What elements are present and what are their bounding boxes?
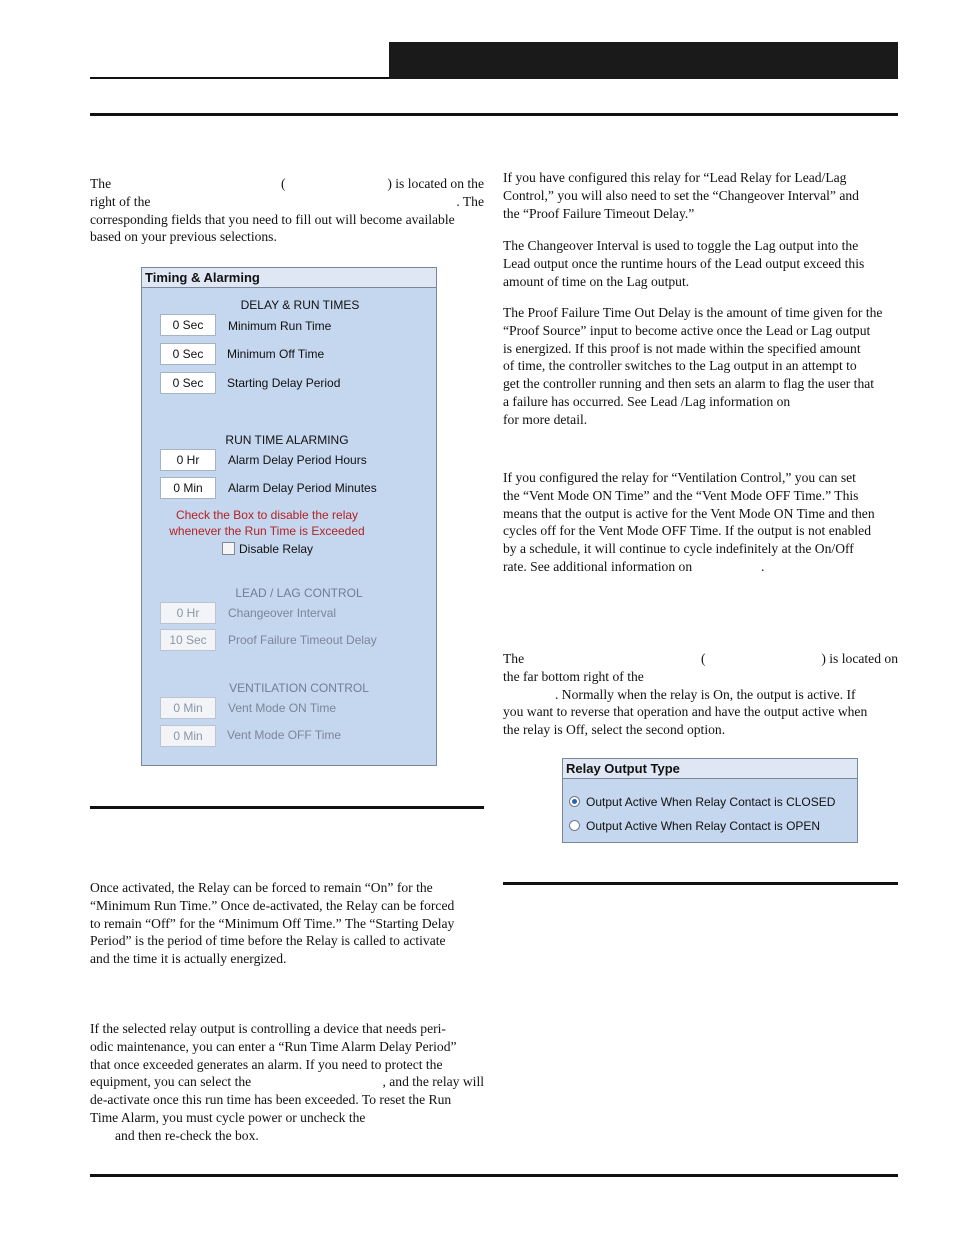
lead-lag-paragraph: If you have configured this relay for “Lead Relay for Lead/Lag Control,” you will also need to set the “Changeover Interval” and the “Proof Failure Timeout Delay.” xyxy=(503,170,859,221)
disable-relay-checkbox[interactable] xyxy=(222,542,235,555)
disable-relay-warning: Check the Box to disable the relay whenever the Run Time is Exceeded xyxy=(169,508,365,538)
timing-alarming-panel xyxy=(141,267,437,766)
alarm-delay-minutes-input[interactable]: 0 Min xyxy=(160,477,216,499)
relay-output-type-panel xyxy=(562,758,858,843)
delay-run-times-heading: DELAY & RUN TIMES xyxy=(240,298,360,312)
right-section-rule xyxy=(503,882,898,885)
footer-rule xyxy=(90,1174,898,1177)
header-bar xyxy=(389,42,898,79)
relay-output-paragraph: The ( ) is located on the far bottom right of the . Normally when the relay is On, the output is active. If you want to reverse that operation and have the output active when the relay is Off, select the second option. xyxy=(503,651,898,738)
delay-paragraph: Once activated, the Relay can be forced to remain “On” for the “Minimum Run Time.” Once de-activated, the Relay can be forced to remain “Off” for the “Minimum Off Time.” The “Starting Delay Period” is the period of time before the Relay is called to activate and the time it is actually energized. xyxy=(90,880,455,967)
ventilation-paragraph: If you configured the relay for “Ventilation Control,” you can set the “Vent Mode ON Time” and the “Vent Mode OFF Time.” This means that the output is active for the Vent Mode ON Time and then cycles off for the Vent Mode OFF Time. If the output is not enabled by a schedule, it will continue to cycle indefinitely at the On/Off rate. See additional information on . xyxy=(503,470,875,574)
left-section-rule xyxy=(90,806,484,809)
starting-delay-input[interactable]: 0 Sec xyxy=(160,372,216,394)
output-closed-label: Output Active When Relay Contact is CLOSED xyxy=(586,795,836,809)
lead-lag-control-heading: LEAD / LAG CONTROL xyxy=(235,586,363,600)
alarm-delay-minutes-label: Alarm Delay Period Minutes xyxy=(228,481,377,495)
vent-mode-off-input[interactable]: 0 Min xyxy=(160,725,216,747)
changeover-interval-input[interactable]: 0 Hr xyxy=(160,602,216,624)
ventilation-control-heading: VENTILATION CONTROL xyxy=(229,681,369,695)
minimum-run-time-input[interactable]: 0 Sec xyxy=(160,314,216,336)
proof-failure-paragraph: The Proof Failure Time Out Delay is the amount of time given for the “Proof Source” input to become active once the Lead or Lag output is energized. If this proof is not made within the specified amount of time, the controller switches to the Lag output in an attempt to get the controller running and then sets an alarm to flag the user that a failure has occurred. See Lead /Lag information on for more detail. xyxy=(503,305,883,427)
output-open-radio[interactable] xyxy=(569,820,580,831)
output-open-label: Output Active When Relay Contact is OPEN xyxy=(586,819,821,833)
header-left-rule xyxy=(90,77,389,79)
changeover-interval-label: Changeover Interval xyxy=(228,606,337,620)
run-time-alarming-heading: RUN TIME ALARMING xyxy=(225,433,349,447)
vent-mode-on-label: Vent Mode ON Time xyxy=(228,701,337,715)
changeover-paragraph: The Changeover Interval is used to toggle the Lag output into the Lead output once the runtime hours of the Lead output exceed this amount of time on the Lag output. xyxy=(503,238,865,289)
minimum-run-time-label: Minimum Run Time xyxy=(228,319,332,333)
minimum-off-time-label: Minimum Off Time xyxy=(227,347,325,361)
alarm-paragraph: If the selected relay output is controlling a device that needs peri- odic maintenance, you can enter a “Run Time Alarm Delay Period” that once exceeded generates an alarm. If you need to protect the equipment, you can select the , and the relay will de-activate once this run time has been exceeded. To reset the Run Time Alarm, you must cycle power or uncheck the and then re-check the box. xyxy=(90,1021,484,1143)
proof-failure-timeout-input[interactable]: 10 Sec xyxy=(160,629,216,651)
output-closed-radio[interactable] xyxy=(569,796,580,807)
top-rule xyxy=(90,113,898,116)
alarm-delay-hours-label: Alarm Delay Period Hours xyxy=(228,453,367,467)
intro-paragraph: The ( ) is located on the right of the . The corresponding fields that you need to fill out will become available based on your previous selections. xyxy=(90,176,484,245)
vent-mode-on-input[interactable]: 0 Min xyxy=(160,697,216,719)
alarm-delay-hours-input[interactable]: 0 Hr xyxy=(160,449,216,471)
minimum-off-time-input[interactable]: 0 Sec xyxy=(160,343,216,365)
starting-delay-label: Starting Delay Period xyxy=(227,376,341,390)
proof-failure-timeout-label: Proof Failure Timeout Delay xyxy=(228,633,377,647)
panel-title: Timing & Alarming xyxy=(142,268,436,288)
vent-mode-off-label: Vent Mode OFF Time xyxy=(227,728,342,742)
disable-relay-label: Disable Relay xyxy=(239,542,314,556)
relay-panel-title: Relay Output Type xyxy=(563,759,857,779)
